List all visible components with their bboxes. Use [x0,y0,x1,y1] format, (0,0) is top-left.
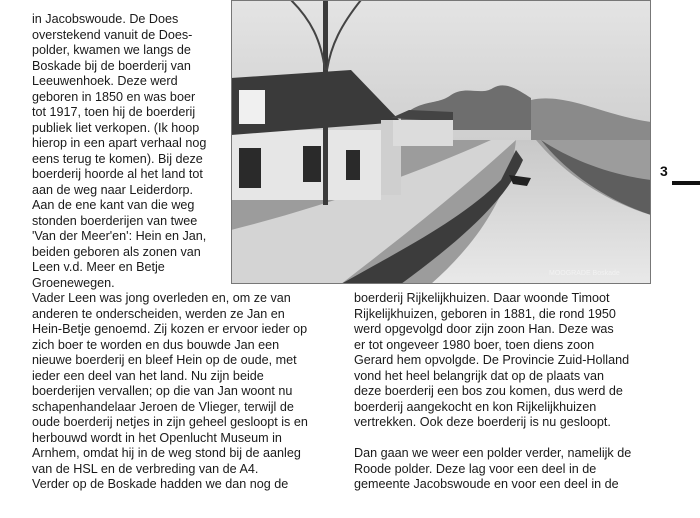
text-line: vond het heel belangrijk dat op de plaats van [354,368,604,383]
text-line: schapenhandelaar Jeroen de Vlieger, terwijl de [32,399,294,414]
tree-trunk [323,0,328,205]
text-column-top-left [32,12,232,291]
text-line: boerderijen vervallen; op die van Jan woont nu [32,384,293,398]
text-line: werd opgevolgd door zijn zoon Han. Deze was [354,322,614,336]
page-number: 3 [660,163,668,179]
text-line: tot 1917, toen hij de boerderij [32,105,196,119]
text-line: zich boer te worden en dus bouwde Jan een [32,337,280,352]
text-line: vertrekken. Ook deze boerderij is nu gesloopt. [354,415,611,429]
text-line: boerderij Rijkelijkhuizen. Daar woonde Timoot [354,291,610,305]
text-line: polder, kwamen we langs de [32,43,191,57]
text-line: Verder op de Boskade hadden we dan nog de [32,477,289,491]
text-line: er tot ongeveer 1980 boer, toen diens zoon [354,337,595,352]
text-line: gemeente Jacobswoude en voor een deel in de [354,477,619,491]
text-line: Rijkelijkhuizen, geboren in 1881, die rond 1950 [354,306,616,321]
text-line: Aan de ene kant van die weg [32,198,195,212]
text-line: overstekend vanuit de Does- [32,27,193,42]
farmhouse-photo [231,0,651,284]
text-line: boerderij aangekocht en kon Rijkelijkhuizen [354,399,597,414]
text-line: eens terug te komen). Bij deze [32,151,203,166]
page-number-rule [672,181,700,185]
text-line: boerderij hoorde al het land tot [32,167,203,181]
text-line: anderen te onderscheiden, werden ze Jan en [32,306,285,321]
text-line: Groenewegen. [32,275,115,290]
text-line: in Jacobswoude. De Does [32,12,179,26]
photo-caption: MOOGRADE Boskade [549,270,620,277]
text-line: oude boerderij netjes in zijn geheel gesloopt is en [32,415,308,429]
second-house-wall [393,120,453,146]
window [239,148,261,188]
paragraph-gap [354,431,654,447]
dormer-window [239,90,265,124]
text-line: van de HSL en de verbreding van de A4. [32,461,259,476]
text-line: deze boerderij een bos zou komen, dus werd de [354,384,623,398]
text-column-bottom-right [354,291,654,493]
text-line: Boskade bij de boerderij van [32,58,191,73]
text-line: Arnhem, omdat hij in de weg stond bij de aanleg [32,446,301,460]
text-line: Hein-Betje genoemd. Zij kozen er ervoor ieder op [32,322,308,336]
text-line: 'Van der Meer'en': Hein en Jan, [32,229,207,243]
text-line: ieder een deel van het land. Nu zijn beide [32,368,264,383]
text-line: Leen v.d. Meer en Betje [32,260,165,274]
text-line: Roode polder. Deze lag voor een deel in de [354,461,597,476]
window [303,146,321,182]
text-line: Leeuwenhoek. Deze werd [32,74,178,88]
text-line: hierop in een apart verhaal nog [32,136,207,150]
text-line: Gerard hem opvolgde. De Provincie Zuid-Holland [354,353,630,367]
photo-illustration [231,0,651,284]
text-line: geboren in 1850 en was boer [32,89,196,104]
text-column-bottom-left [32,291,352,493]
text-line: Vader Leen was jong overleden en, om ze van [32,291,291,305]
text-line: beiden geboren als zonen van [32,244,201,259]
text-line: nieuwe boerderij en bleef Hein op de oude, met [32,353,297,367]
text-line: herbouwd wordt in het Openlucht Museum in [32,430,282,445]
text-line: aan de weg naar Leiderdorp. [32,182,194,197]
window [346,150,360,180]
text-line: stonden boerderijen van twee [32,213,198,228]
text-line: Dan gaan we weer een polder verder, namelijk de [354,446,632,460]
text-line: publiek liet verkopen. (Ik hoop [32,120,200,135]
